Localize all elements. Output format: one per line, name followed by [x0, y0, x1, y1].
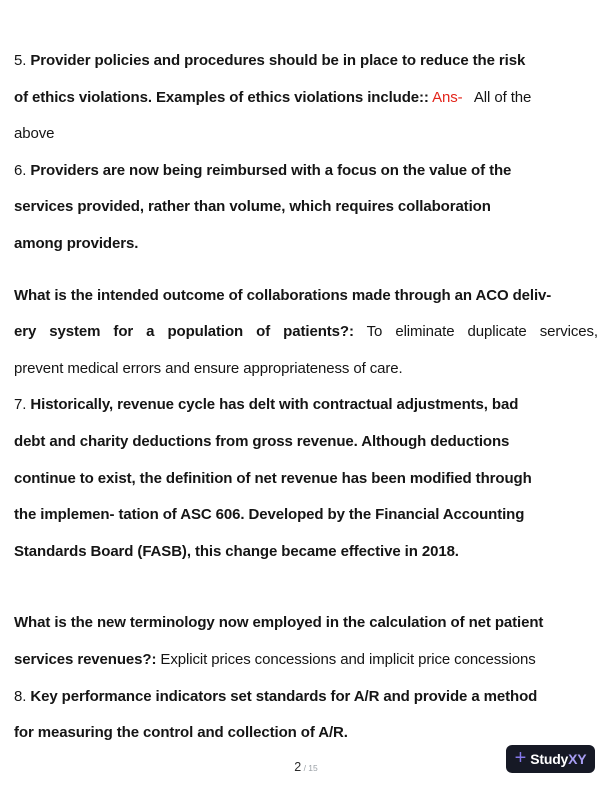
text-segment: What is the intended outcome of collaborations made through an ACO deliv-: [14, 286, 552, 304]
text-segment: Standards Board (FASB), this change became effective in 2018.: [14, 542, 459, 560]
text-line: [14, 461, 598, 498]
studyxy-logo-badge: [506, 745, 595, 773]
document-page-body: [14, 43, 598, 752]
text-segment: 8.: [14, 687, 31, 705]
text-line: [14, 116, 598, 153]
text-segment: All of the: [462, 88, 532, 106]
text-segment: above: [14, 125, 55, 143]
text-segment: the implemen- tation of ASC 606. Developed by the Financial Accounting: [14, 506, 525, 524]
text-segment: 5.: [14, 52, 31, 69]
answer-label: Ans-: [428, 88, 463, 106]
text-segment: 7.: [14, 396, 31, 414]
text-line: [14, 226, 598, 263]
text-segment: prevent medical errors and ensure appropriateness of care.: [14, 359, 403, 377]
text-segment: To eliminate duplicate services,: [353, 323, 598, 341]
text-line: [14, 424, 598, 461]
text-segment: continue to exist, the definition of net revenue has been modified through: [14, 469, 532, 487]
brand-name-primary: Study: [530, 751, 569, 767]
text-segment: services provided, rather than volume, which requires collaboration: [14, 198, 491, 216]
plus-icon: +: [514, 747, 527, 769]
text-line: [14, 278, 598, 315]
text-line: [14, 679, 598, 716]
text-line: [14, 534, 598, 571]
text-line: [14, 642, 598, 679]
text-segment: Provider policies and procedures should be in place to reduce the risk: [30, 52, 526, 69]
text-line: [14, 189, 598, 226]
text-segment: Providers are now being reimbursed with a focus on the value of the: [30, 161, 512, 179]
text-line: [14, 43, 598, 80]
text-line: [14, 387, 598, 424]
text-segment: ery system for a population of patients?:: [14, 323, 354, 341]
text-segment: Explicit prices concessions and implicit price concessions: [156, 650, 536, 668]
text-segment: What is the new terminology now employed in the calculation of net patient: [14, 614, 544, 632]
text-segment: Historically, revenue cycle has delt with contractual adjustments, bad: [30, 396, 519, 414]
page-number: 2: [294, 760, 302, 774]
brand-name-secondary: XY: [568, 751, 587, 767]
text-line: [14, 314, 598, 351]
text-segment: among providers.: [14, 234, 139, 252]
text-line: [14, 351, 598, 388]
text-line: [14, 80, 598, 117]
text-line: [14, 605, 598, 642]
text-line: [14, 153, 598, 190]
text-segment: services revenues?:: [14, 650, 157, 668]
text-segment: of ethics violations. Examples of ethics violations include::: [14, 88, 429, 106]
text-segment: 6.: [14, 161, 31, 179]
text-line: [14, 497, 598, 534]
page-total: / 15: [301, 763, 318, 773]
text-segment: for measuring the control and collection of A/R.: [14, 724, 348, 742]
text-segment: Key performance indicators set standards for A/R and provide a method: [30, 687, 538, 705]
text-segment: debt and charity deductions from gross revenue. Although deductions: [14, 432, 510, 450]
